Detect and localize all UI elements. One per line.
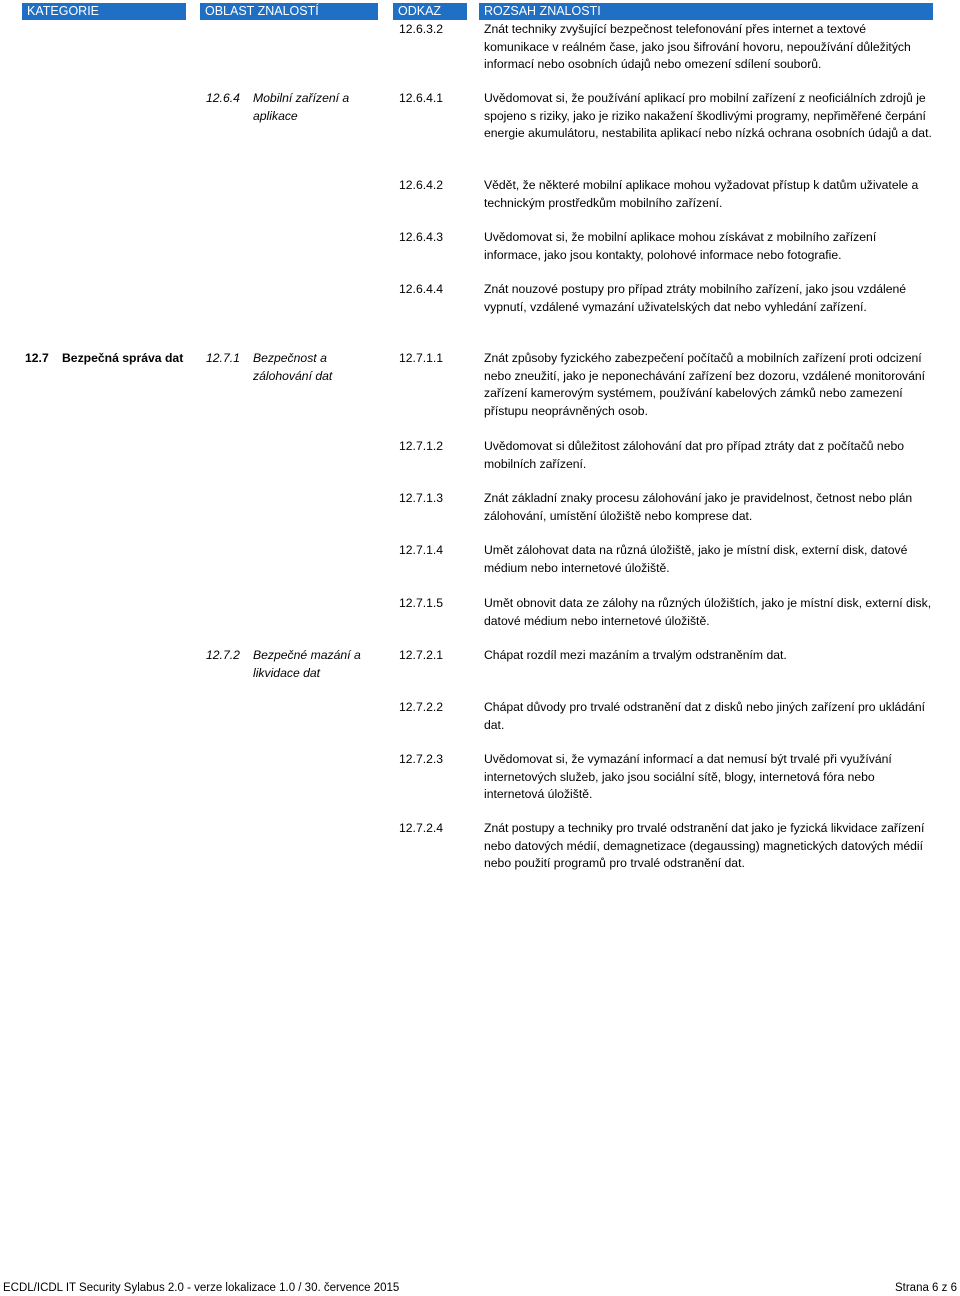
header-oblast-znalosti: OBLAST ZNALOSTÍ (200, 3, 378, 20)
knowledge-text: Uvědomovat si důležitost zálohování dat pro případ ztráty dat z počítačů nebo mobilních zařízení. (484, 439, 905, 471)
ref-code: 12.6.3.2 (399, 22, 444, 36)
category-number: 12.7 (25, 351, 49, 365)
area-number: 12.7.2 (206, 648, 240, 662)
knowledge-text: Znát postupy a techniky pro trvalé odstranění dat jako je fyzická likvidace zařízení nebo datových médií, demagnetizace (degaussing) magnetických datových médií nebo použití programů pro trvalé odstranění dat. (484, 821, 925, 870)
knowledge-text: Znát základní znaky procesu zálohování jako je pravidelnost, četnost nebo plán zálohování, umístění úložiště nebo komprese dat. (484, 491, 913, 523)
area-name: Mobilní zařízení a aplikace (253, 91, 350, 123)
ref-code: 12.7.2.2 (399, 700, 444, 714)
knowledge-text: Chápat důvody pro trvalé odstranění dat z disků nebo jiných zařízení pro ukládání dat. (484, 700, 926, 732)
ref-code: 12.7.1.4 (399, 543, 444, 557)
table-header (22, 3, 933, 20)
ref-code: 12.7.2.4 (399, 821, 444, 835)
knowledge-text: Uvědomovat si, že vymazání informací a dat nemusí být trvalé při využívání internetových služeb, jako jsou sociální sítě, blogy, internetová fóra nebo internetová úložiště. (484, 752, 892, 801)
area-number: 12.6.4 (206, 91, 240, 105)
knowledge-text: Vědět, že některé mobilní aplikace mohou vyžadovat přístup k datům uživatele a technickým prostředkům mobilního zařízení. (484, 178, 919, 210)
ref-code: 12.7.1.3 (399, 491, 444, 505)
knowledge-text: Umět obnovit data ze zálohy na různých úložištích, jako je místní disk, externí disk, datové médium nebo internetové úložiště. (484, 596, 932, 628)
ref-code: 12.7.2.1 (399, 648, 444, 662)
knowledge-text: Znát techniky zvyšující bezpečnost telefonování přes internet a textové komunikace v reálném čase, jako jsou šifrování hovoru, nepoužívání důležitých informací nebo osobních údajů nebo omezení sdílení souborů. (484, 22, 911, 71)
knowledge-text: Umět zálohovat data na různá úložiště, jako je místní disk, externí disk, datové médium nebo internetové úložiště. (484, 543, 908, 575)
footer-document-info: ECDL/ICDL IT Security Sylabus 2.0 - verze lokalizace 1.0 / 30. července 2015 (3, 1282, 400, 1294)
ref-code: 12.6.4.2 (399, 178, 444, 192)
area-number: 12.7.1 (206, 351, 240, 365)
knowledge-text: Uvědomovat si, že používání aplikací pro mobilní zařízení z neoficiálních zdrojů je spojeno s riziky, jako je riziko nakažení škodlivými programy, nepřiměřené čerpání energie akumulátoru, nestabilita aplikací nebo nízká ochrana osobních údajů a dat. (484, 91, 932, 140)
ref-code: 12.6.4.1 (399, 91, 444, 105)
knowledge-text: Znát nouzové postupy pro případ ztráty mobilního zařízení, jako jsou vzdálené vypnutí, vzdálené vymazání uživatelských dat nebo vyhledání zařízení. (484, 282, 907, 314)
ref-code: 12.7.1.2 (399, 439, 444, 453)
header-odkaz: ODKAZ (393, 3, 467, 20)
ref-code: 12.6.4.4 (399, 282, 444, 296)
header-rozsah-znalosti: ROZSAH ZNALOSTI (479, 3, 933, 20)
category-name: Bezpečná správa dat (62, 351, 184, 365)
footer-page-number: Strana 6 z 6 (894, 1282, 957, 1294)
header-kategorie: KATEGORIE (22, 3, 186, 20)
ref-code: 12.7.1.5 (399, 596, 444, 610)
area-name: Bezpečné mazání a likvidace dat (253, 648, 361, 680)
knowledge-text: Uvědomovat si, že mobilní aplikace mohou získávat z mobilního zařízení informace, jako jsou kontakty, polohové informace nebo fotografie. (484, 230, 877, 262)
knowledge-text: Chápat rozdíl mezi mazáním a trvalým odstraněním dat. (484, 648, 787, 662)
ref-code: 12.7.1.1 (399, 351, 444, 365)
knowledge-text: Znát způsoby fyzického zabezpečení počítačů a mobilních zařízení proti odcizení nebo zneužití, jako je neponechávání zařízení bez dozoru, vzdálené monitorování zařízení kamerovým systémem, používání kabelových zámků nebo zamezení přístupu neoprávněných osob. (484, 351, 926, 418)
area-name: Bezpečnost a zálohování dat (253, 351, 333, 383)
ref-code: 12.6.4.3 (399, 230, 444, 244)
ref-code: 12.7.2.3 (399, 752, 444, 766)
